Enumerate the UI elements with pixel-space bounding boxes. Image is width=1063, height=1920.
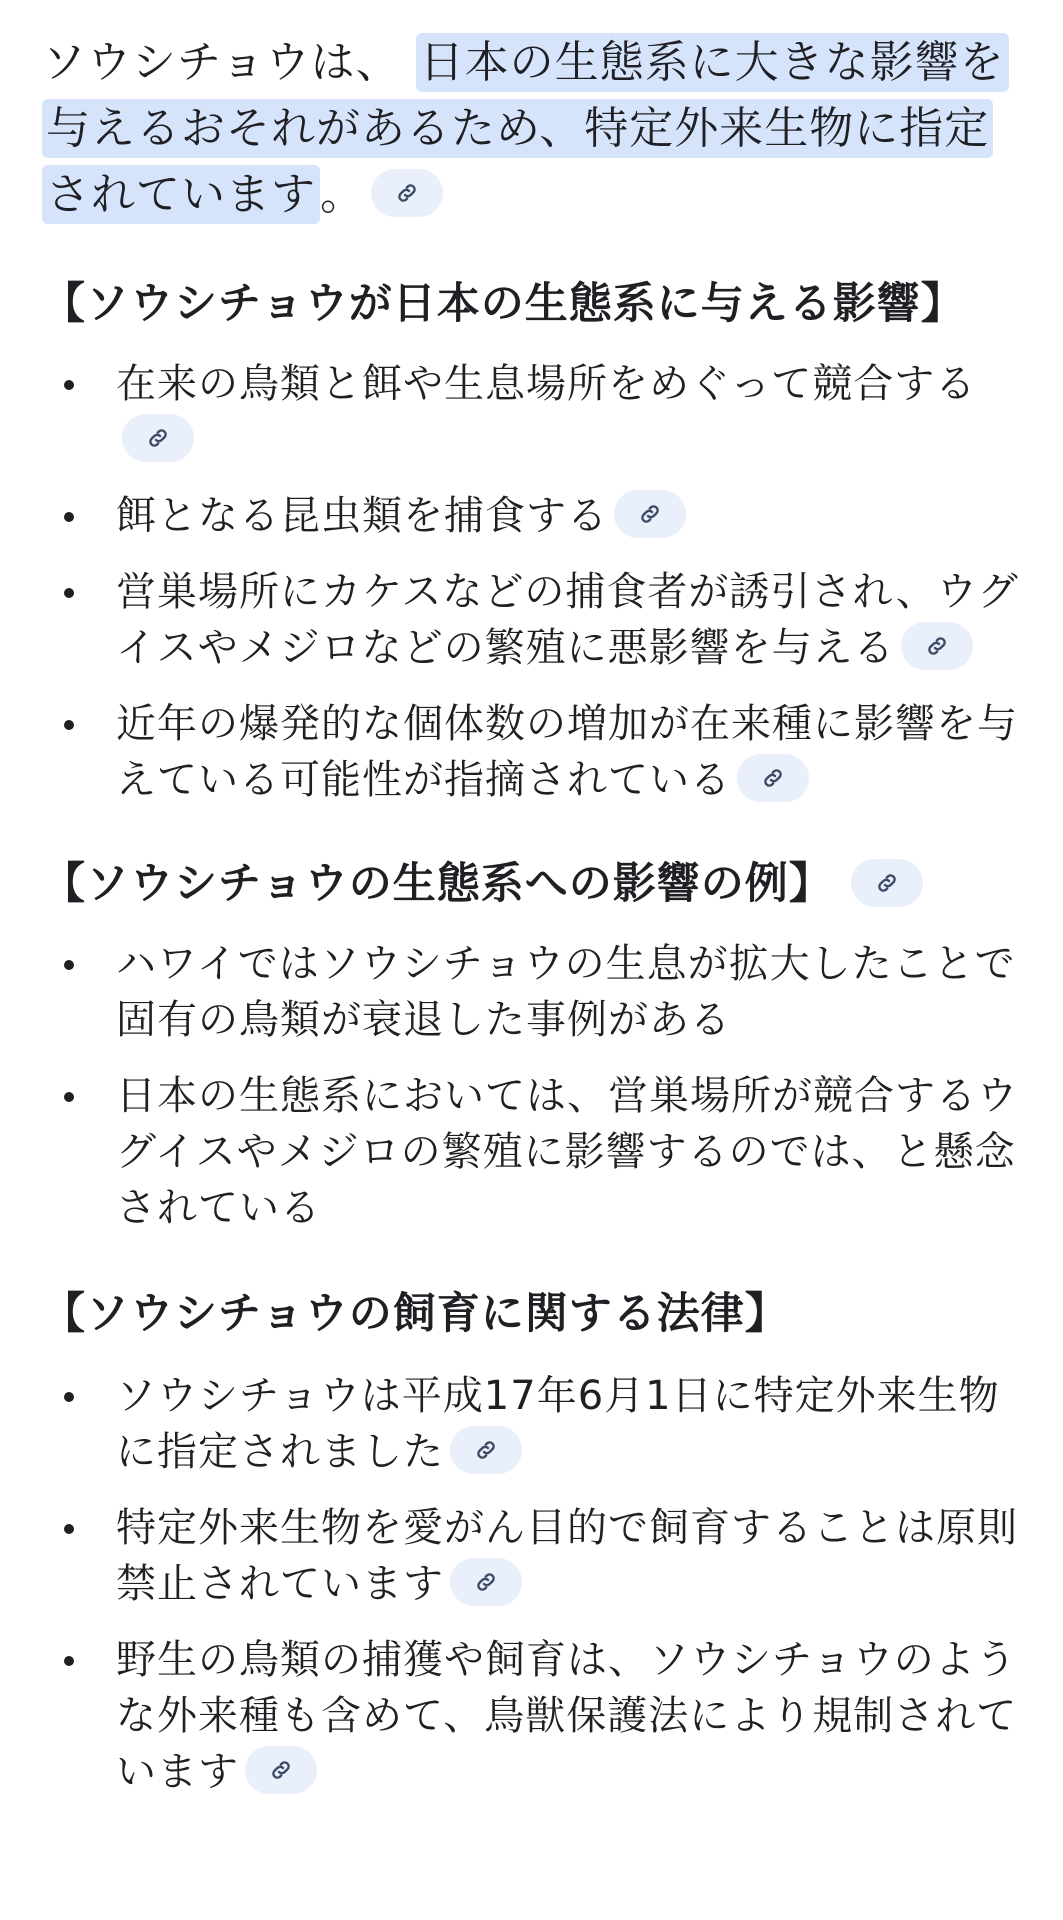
list-item-text: 餌となる昆虫類を捕食する xyxy=(116,493,608,539)
bullet xyxy=(64,1092,74,1102)
list-item-text: 在来の鳥類と餌や生息場所をめぐって競合する xyxy=(116,361,977,407)
list-item-text: 営巣場所にカケスなどの捕食者が誘引され、ウグイスやメジロなどの繁殖に悪影響を与える xyxy=(116,569,1019,671)
section-heading-examples xyxy=(42,854,1023,914)
examples-list xyxy=(42,936,1023,1236)
list-item xyxy=(42,1368,1023,1480)
citation-link-button[interactable] xyxy=(737,754,809,802)
bullet xyxy=(64,588,74,598)
list-item-text: ソウシチョウは平成17年6月1日に特定外来生物に指定されました xyxy=(116,1373,1000,1475)
section-heading-text: 【ソウシチョウの飼育に関する法律】 xyxy=(42,1289,789,1339)
link-icon xyxy=(761,766,785,790)
citation-link-button[interactable] xyxy=(371,169,443,217)
bullet xyxy=(64,1524,74,1534)
list-item-text: 特定外来生物を愛がん目的で飼育することは原則禁止されています xyxy=(116,1505,1018,1607)
list-item-text: 日本の生態系においては、営巣場所が競合するウグイスやメジロの繁殖に影響するのでは、と懸念されている xyxy=(116,1073,1018,1231)
section-heading-text: 【ソウシチョウの生態系への影響の例】 xyxy=(42,859,833,909)
link-icon xyxy=(925,634,949,658)
citation-link-button[interactable] xyxy=(450,1426,522,1474)
list-item xyxy=(42,1068,1023,1236)
citation-link-button[interactable] xyxy=(901,622,973,670)
bullet xyxy=(64,720,74,730)
link-icon xyxy=(638,502,662,526)
list-item xyxy=(42,356,1023,468)
list-item-text: ハワイではソウシチョウの生息が拡大したことで固有の鳥類が衰退した事例がある xyxy=(116,941,1016,1043)
link-icon xyxy=(875,871,899,895)
bullet xyxy=(64,1392,74,1402)
list-item-text: 野生の鳥類の捕獲や飼育は、ソウシチョウのような外来種も含めて、鳥獣保護法により規制されています xyxy=(116,1637,1018,1795)
section-heading-text: 【ソウシチョウが日本の生態系に与える影響】 xyxy=(42,279,965,329)
section-heading-impact xyxy=(42,274,1023,334)
list-item xyxy=(42,1632,1023,1800)
citation-link-button[interactable] xyxy=(614,490,686,538)
link-icon xyxy=(146,426,170,450)
intro-prefix: ソウシチョウは、 xyxy=(42,37,401,88)
bullet xyxy=(64,960,74,970)
list-item xyxy=(42,936,1023,1048)
list-item xyxy=(42,564,1023,676)
impact-list xyxy=(42,356,1023,808)
section-heading-law xyxy=(42,1284,1023,1344)
link-icon xyxy=(474,1570,498,1594)
list-item xyxy=(42,488,1023,544)
link-icon xyxy=(474,1438,498,1462)
bullet xyxy=(64,512,74,522)
list-item xyxy=(42,696,1023,808)
list-item-text: 近年の爆発的な個体数の増加が在来種に影響を与えている可能性が指摘されている xyxy=(116,701,1018,803)
list-item xyxy=(42,1500,1023,1612)
link-icon xyxy=(269,1758,293,1782)
highlighted-text[interactable]: 日本の生態系に大きな影響を与えるおそれがあるため、特定外来生物に指定されています xyxy=(42,33,1009,224)
law-list xyxy=(42,1368,1023,1800)
citation-link-button[interactable] xyxy=(851,859,923,907)
bullet xyxy=(64,380,74,390)
link-icon xyxy=(395,181,419,205)
citation-link-button[interactable] xyxy=(122,414,194,462)
intro-paragraph xyxy=(42,28,1023,228)
citation-link-button[interactable] xyxy=(450,1558,522,1606)
bullet xyxy=(64,1656,74,1666)
citation-link-button[interactable] xyxy=(245,1746,317,1794)
intro-suffix: 。 xyxy=(320,169,365,220)
